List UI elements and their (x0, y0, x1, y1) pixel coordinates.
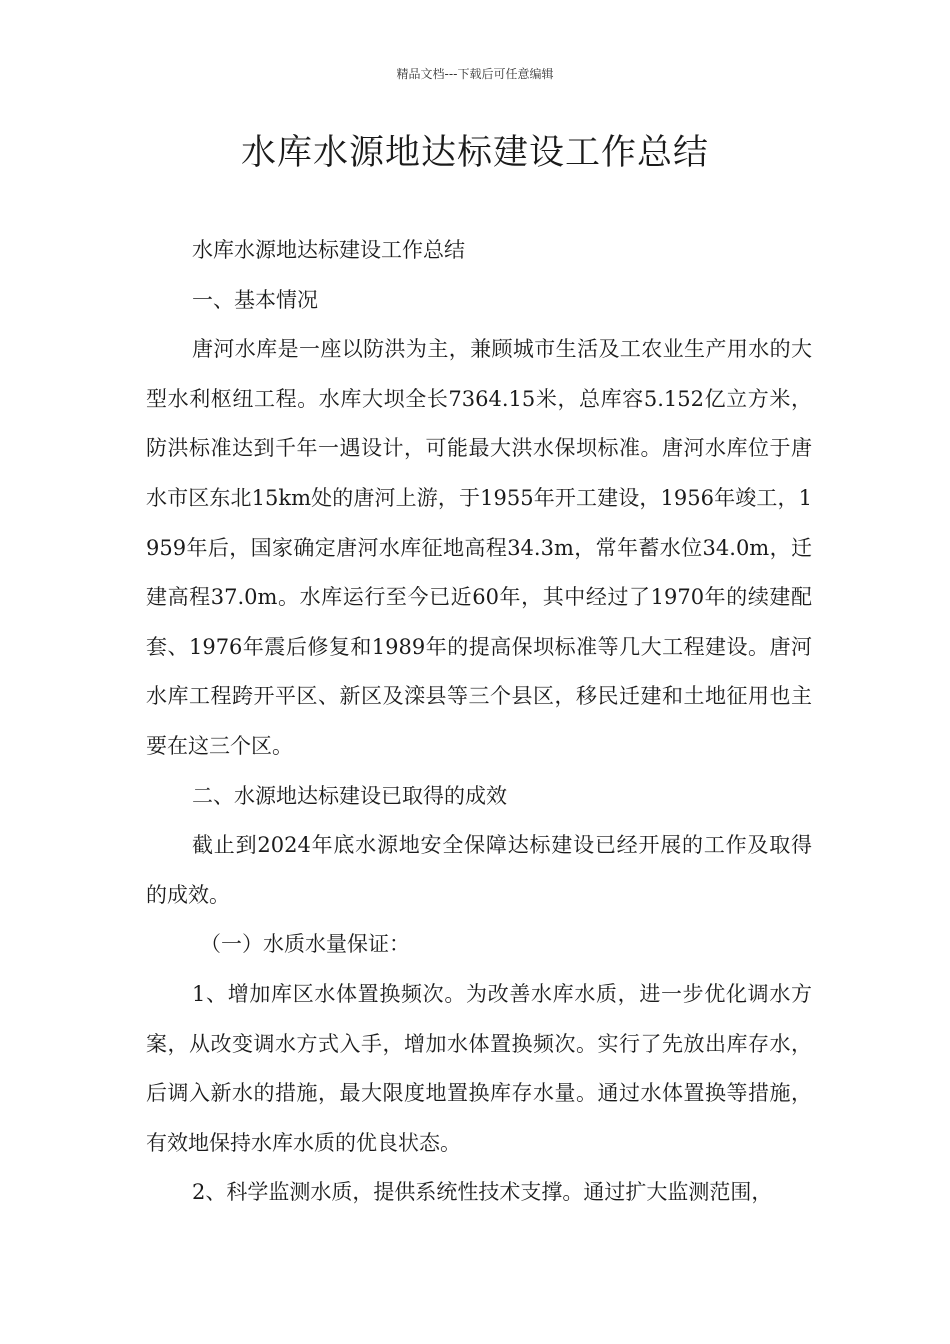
paragraph-basic-info: 唐河水库是一座以防洪为主，兼顾城市生活及工农业生产用水的大型水利枢纽工程。水库大坝全长7364.15米，总库容5.152亿立方米，防洪标准达到千年一遇设计，可能最大洪水保坝标准。唐河水库位于唐水市区东北15km处的唐河上游，于1955年开工建设，1956年竣工，1959年后，国家确定唐河水库征地高程34.3m，常年蓄水位34.0m，迁建高程37.0m。水库运行至今已近60年，其中经过了1970年的续建配套、1976年震后修复和1989年的提高保坝标准等几大工程建设。唐河水库工程跨开平区、新区及滦县等三个县区，移民迁建和土地征用也主要在这三个区。 (146, 337, 812, 758)
paragraph-item-1: 1、增加库区水体置换频次。为改善水库水质，进一步优化调水方案，从改变调水方式入手，增加水体置换频次。实行了先放出库存水，后调入新水的措施，最大限度地置换库存水量。通过水体置换等措施，有效地保持水库水质的优良状态。 (146, 981, 812, 1155)
section-heading-achievements: 二、水源地达标建设已取得的成效 (192, 783, 507, 808)
subsection-heading-water-quality: （一）水质水量保证： (200, 932, 410, 957)
paragraph-achievements-intro: 截止到2024年底水源地安全保障达标建设已经开展的工作及取得的成效。 (146, 833, 812, 907)
paragraph-subtitle: 水库水源地达标建设工作总结 (192, 238, 465, 262)
document-body (146, 226, 812, 1218)
section-heading-basic-info: 一、基本情况 (192, 287, 318, 312)
document-title: 水库水源地达标建设工作总结 (240, 133, 709, 173)
page-header-note: 精品文档---下载后可任意编辑 (396, 67, 554, 81)
paragraph-item-2: 2、科学监测水质，提供系统性技术支撑。通过扩大监测范围， (192, 1180, 773, 1205)
